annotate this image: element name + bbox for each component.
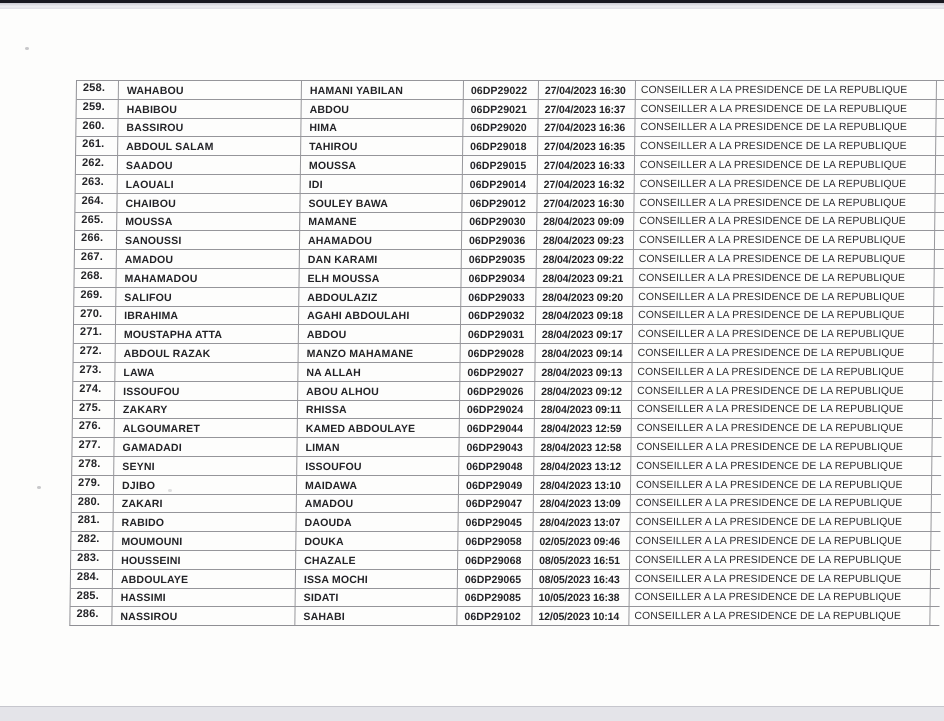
reference-cell: 06DP29024	[460, 401, 535, 419]
function-cell: CONSEILLER A LA PRESIDENCE DE LA REPUBLIQUE	[634, 194, 935, 212]
second-name-cell: KAMED ABDOULAYE	[298, 419, 460, 437]
function-cell: CONSEILLER A LA PRESIDENCE DE LA REPUBLIQUE	[636, 100, 937, 118]
table-edge-sliver	[932, 457, 941, 475]
datetime-cell: 28/04/2023 13:10	[534, 476, 631, 494]
second-name-cell: SIDATI	[296, 589, 458, 607]
first-name-cell: ABDOUL SALAM	[118, 137, 301, 155]
first-name-cell: GAMADADI	[114, 438, 297, 456]
datetime-cell: 08/05/2023 16:43	[533, 570, 630, 588]
function-cell: CONSEILLER A LA PRESIDENCE DE LA REPUBLIQUE	[631, 476, 932, 494]
reference-cell: 06DP29012	[462, 194, 537, 212]
function-cell: CONSEILLER A LA PRESIDENCE DE LA REPUBLIQUE	[630, 570, 931, 588]
first-name-cell: HABIBOU	[119, 100, 302, 118]
row-number-cell: 281.	[71, 513, 113, 531]
reference-cell: 06DP29026	[460, 382, 535, 400]
function-cell: CONSEILLER A LA PRESIDENCE DE LA REPUBLIQUE	[633, 307, 934, 325]
row-number-cell: 284.	[71, 570, 113, 588]
row-number-cell: 276.	[73, 419, 115, 437]
table-row	[74, 268, 943, 287]
table-row	[71, 512, 940, 531]
table-row	[73, 362, 942, 381]
reference-cell: 06DP29102	[457, 607, 532, 625]
function-cell: CONSEILLER A LA PRESIDENCE DE LA REPUBLIQUE	[631, 438, 932, 456]
function-cell: CONSEILLER A LA PRESIDENCE DE LA REPUBLIQUE	[633, 325, 934, 343]
datetime-cell: 27/04/2023 16:30	[539, 81, 636, 99]
first-name-cell: MOUSTAPHA ATTA	[116, 325, 299, 343]
datetime-cell: 27/04/2023 16:36	[538, 119, 635, 137]
table-row	[72, 456, 941, 475]
table-edge-sliver	[931, 532, 940, 550]
table-row	[70, 606, 939, 625]
table-edge-sliver	[936, 119, 944, 137]
datetime-cell: 28/04/2023 09:13	[535, 363, 632, 381]
first-name-cell: MOUSSA	[117, 213, 300, 231]
first-name-cell: BASSIROU	[118, 119, 301, 137]
datetime-cell: 12/05/2023 10:14	[532, 607, 629, 625]
reference-cell: 06DP29032	[461, 307, 536, 325]
table-row	[72, 475, 941, 494]
second-name-cell: DAOUDA	[296, 513, 458, 531]
table-edge-sliver	[930, 607, 939, 625]
row-number-cell: 265.	[75, 213, 117, 231]
first-name-cell: LAOUALI	[118, 175, 301, 193]
first-name-cell: HASSIMI	[113, 589, 296, 607]
table-row	[75, 212, 944, 231]
second-name-cell: TAHIROU	[301, 137, 463, 155]
reference-cell: 06DP29018	[463, 137, 538, 155]
row-number-cell: 267.	[75, 250, 117, 268]
function-cell: CONSEILLER A LA PRESIDENCE DE LA REPUBLIQUE	[635, 156, 936, 174]
function-cell: CONSEILLER A LA PRESIDENCE DE LA REPUBLIQUE	[630, 551, 931, 569]
row-number-cell: 273.	[73, 363, 115, 381]
table-row	[73, 418, 942, 437]
datetime-cell: 28/04/2023 09:20	[536, 288, 633, 306]
table-edge-sliver	[932, 495, 941, 513]
table-edge-sliver	[932, 476, 941, 494]
row-number-cell: 271.	[74, 325, 116, 343]
datetime-cell: 28/04/2023 09:11	[535, 401, 632, 419]
reference-cell: 06DP29036	[462, 231, 537, 249]
second-name-cell: MAMANE	[300, 213, 462, 231]
row-number-cell: 270.	[74, 307, 116, 325]
table-row	[76, 155, 944, 174]
datetime-cell: 27/04/2023 16:32	[538, 175, 635, 193]
reference-cell: 06DP29014	[463, 175, 538, 193]
second-name-cell: SOULEY BAWA	[300, 194, 462, 212]
row-number-cell: 263.	[76, 175, 118, 193]
row-number-cell: 285.	[71, 589, 113, 607]
function-cell: CONSEILLER A LA PRESIDENCE DE LA REPUBLIQUE	[633, 344, 934, 362]
datetime-cell: 28/04/2023 09:23	[537, 231, 634, 249]
first-name-cell: DJIBO	[114, 476, 297, 494]
function-cell: CONSEILLER A LA PRESIDENCE DE LA REPUBLIQUE	[634, 213, 935, 231]
second-name-cell: MOUSSA	[301, 156, 463, 174]
row-number-cell: 259.	[77, 100, 119, 118]
table-row	[77, 99, 944, 118]
table-row	[76, 174, 944, 193]
table-row	[75, 249, 944, 268]
first-name-cell: SEYNI	[114, 457, 297, 475]
table-row	[74, 343, 943, 362]
datetime-cell: 28/04/2023 09:18	[536, 307, 633, 325]
second-name-cell: ABDOULAZIZ	[299, 288, 461, 306]
table-edge-sliver	[931, 513, 940, 531]
table-edge-sliver	[934, 288, 943, 306]
row-number-cell: 275.	[73, 401, 115, 419]
table-edge-sliver	[936, 175, 944, 193]
reference-cell: 06DP29027	[460, 363, 535, 381]
table-row	[76, 136, 944, 155]
first-name-cell: AMADOU	[117, 250, 300, 268]
function-cell: CONSEILLER A LA PRESIDENCE DE LA REPUBLIQUE	[631, 495, 932, 513]
function-cell: CONSEILLER A LA PRESIDENCE DE LA REPUBLIQUE	[632, 419, 933, 437]
first-name-cell: SANOUSSI	[117, 231, 300, 249]
table-edge-sliver	[934, 269, 943, 287]
function-cell: CONSEILLER A LA PRESIDENCE DE LA REPUBLIQUE	[635, 119, 936, 137]
table-row	[74, 324, 943, 343]
datetime-cell: 02/05/2023 09:46	[533, 532, 630, 550]
second-name-cell: DAN KARAMI	[300, 250, 462, 268]
row-number-cell: 269.	[74, 288, 116, 306]
function-cell: CONSEILLER A LA PRESIDENCE DE LA REPUBLIQUE	[635, 137, 936, 155]
datetime-cell: 28/04/2023 12:59	[535, 419, 632, 437]
second-name-cell: LIMAN	[297, 438, 459, 456]
second-name-cell: MAIDAWA	[297, 476, 459, 494]
row-number-cell: 283.	[71, 551, 113, 569]
reference-cell: 06DP29031	[461, 325, 536, 343]
reference-cell: 06DP29085	[458, 589, 533, 607]
reference-cell: 06DP29047	[459, 495, 534, 513]
second-name-cell: SAHABI	[295, 607, 457, 625]
datetime-cell: 27/04/2023 16:30	[537, 194, 634, 212]
table-row	[73, 381, 942, 400]
second-name-cell: AHAMADOU	[300, 231, 462, 249]
datetime-cell: 28/04/2023 12:58	[534, 438, 631, 456]
table-row	[75, 193, 944, 212]
table-edge-sliver	[933, 382, 942, 400]
function-cell: CONSEILLER A LA PRESIDENCE DE LA REPUBLIQUE	[630, 513, 931, 531]
table-row	[74, 306, 943, 325]
row-number-cell: 262.	[76, 156, 118, 174]
first-name-cell: ABDOUL RAZAK	[116, 344, 299, 362]
second-name-cell: ABOU ALHOU	[298, 382, 460, 400]
table-row	[77, 80, 944, 99]
first-name-cell: RABIDO	[113, 513, 296, 531]
table-edge-sliver	[935, 250, 944, 268]
table-edge-sliver	[934, 344, 943, 362]
scan-page-bottom-edge	[0, 706, 944, 721]
table-row	[71, 588, 940, 607]
table-row	[71, 531, 940, 550]
table-edge-sliver	[935, 194, 944, 212]
second-name-cell: HIMA	[301, 119, 463, 137]
scan-artifact-speck	[37, 486, 41, 489]
row-number-cell: 277.	[72, 438, 114, 456]
first-name-cell: NASSIROU	[112, 607, 295, 625]
row-number-cell: 258.	[77, 81, 119, 99]
reference-cell: 06DP29048	[459, 457, 534, 475]
reference-cell: 06DP29030	[462, 213, 537, 231]
first-name-cell: CHAIBOU	[117, 194, 300, 212]
table-row	[75, 230, 944, 249]
row-number-cell: 268.	[74, 269, 116, 287]
row-number-cell: 264.	[75, 194, 117, 212]
datetime-cell: 08/05/2023 16:51	[533, 551, 630, 569]
reference-cell: 06DP29045	[458, 513, 533, 531]
table-edge-sliver	[933, 363, 942, 381]
reference-cell: 06DP29033	[461, 288, 536, 306]
reference-cell: 06DP29022	[464, 81, 539, 99]
row-number-cell: 274.	[73, 382, 115, 400]
first-name-cell: ZAKARY	[115, 401, 298, 419]
function-cell: CONSEILLER A LA PRESIDENCE DE LA REPUBLIQUE	[631, 457, 932, 475]
table-row	[71, 550, 940, 569]
function-cell: CONSEILLER A LA PRESIDENCE DE LA REPUBLIQUE	[632, 401, 933, 419]
first-name-cell: WAHABOU	[119, 81, 302, 99]
datetime-cell: 28/04/2023 09:14	[536, 344, 633, 362]
row-number-cell: 279.	[72, 476, 114, 494]
datetime-cell: 27/04/2023 16:35	[538, 137, 635, 155]
table-edge-sliver	[934, 307, 943, 325]
reference-cell: 06DP29021	[464, 100, 539, 118]
second-name-cell: CHAZALE	[296, 551, 458, 569]
function-cell: CONSEILLER A LA PRESIDENCE DE LA REPUBLIQUE	[636, 81, 937, 99]
reference-cell: 06DP29058	[458, 532, 533, 550]
second-name-cell: IDI	[301, 175, 463, 193]
first-name-cell: MOUMOUNI	[113, 532, 296, 550]
table-row	[72, 437, 941, 456]
function-cell: CONSEILLER A LA PRESIDENCE DE LA REPUBLIQUE	[635, 175, 936, 193]
second-name-cell: ELH MOUSSA	[299, 269, 461, 287]
function-cell: CONSEILLER A LA PRESIDENCE DE LA REPUBLIQUE	[633, 269, 934, 287]
second-name-cell: ABDOU	[299, 325, 461, 343]
reference-cell: 06DP29043	[459, 438, 534, 456]
first-name-cell: SAADOU	[118, 156, 301, 174]
second-name-cell: DOUKA	[296, 532, 458, 550]
reference-cell: 06DP29020	[463, 119, 538, 137]
row-number-cell: 286.	[70, 607, 112, 625]
table-edge-sliver	[931, 551, 940, 569]
second-name-cell: AGAHI ABDOULAHI	[299, 307, 461, 325]
datetime-cell: 28/04/2023 09:21	[536, 269, 633, 287]
datetime-cell: 28/04/2023 13:09	[534, 495, 631, 513]
first-name-cell: SALIFOU	[116, 288, 299, 306]
datetime-cell: 27/04/2023 16:33	[538, 156, 635, 174]
function-cell: CONSEILLER A LA PRESIDENCE DE LA REPUBLIQUE	[630, 532, 931, 550]
second-name-cell: AMADOU	[297, 495, 459, 513]
table-edge-sliver	[933, 419, 942, 437]
first-name-cell: LAWA	[115, 363, 298, 381]
datetime-cell: 28/04/2023 13:07	[533, 513, 630, 531]
table-row	[74, 287, 943, 306]
table-edge-sliver	[935, 213, 944, 231]
first-name-cell: IBRAHIMA	[116, 307, 299, 325]
second-name-cell: ISSA MOCHI	[296, 570, 458, 588]
datetime-cell: 27/04/2023 16:37	[539, 100, 636, 118]
function-cell: CONSEILLER A LA PRESIDENCE DE LA REPUBLIQUE	[629, 607, 930, 625]
first-name-cell: ALGOUMARET	[115, 419, 298, 437]
scan-artifact-speck	[25, 47, 29, 50]
reference-cell: 06DP29015	[463, 156, 538, 174]
second-name-cell: MANZO MAHAMANE	[299, 344, 461, 362]
reference-cell: 06DP29068	[458, 551, 533, 569]
row-number-cell: 282.	[71, 532, 113, 550]
table-edge-sliver	[932, 438, 941, 456]
function-cell: CONSEILLER A LA PRESIDENCE DE LA REPUBLIQUE	[633, 288, 934, 306]
table-edge-sliver	[937, 81, 944, 99]
registry-table	[69, 80, 944, 626]
table-edge-sliver	[935, 231, 944, 249]
datetime-cell: 10/05/2023 16:38	[533, 589, 630, 607]
first-name-cell: HOUSSEINI	[113, 551, 296, 569]
row-number-cell: 260.	[76, 119, 118, 137]
table-edge-sliver	[931, 589, 940, 607]
table-edge-sliver	[936, 156, 944, 174]
second-name-cell: HAMANI YABILAN	[302, 81, 464, 99]
table-row	[71, 569, 940, 588]
datetime-cell: 28/04/2023 09:17	[536, 325, 633, 343]
datetime-cell: 28/04/2023 09:09	[537, 213, 634, 231]
table-edge-sliver	[931, 570, 940, 588]
row-number-cell: 272.	[74, 344, 116, 362]
datetime-cell: 28/04/2023 13:12	[534, 457, 631, 475]
table-edge-sliver	[934, 325, 943, 343]
second-name-cell: ABDOU	[302, 100, 464, 118]
table-edge-sliver	[936, 137, 944, 155]
table-row	[72, 494, 941, 513]
first-name-cell: ISSOUFOU	[115, 382, 298, 400]
table-row	[76, 118, 944, 137]
reference-cell: 06DP29065	[458, 570, 533, 588]
reference-cell: 06DP29034	[461, 269, 536, 287]
second-name-cell: ISSOUFOU	[297, 457, 459, 475]
first-name-cell: MAHAMADOU	[116, 269, 299, 287]
datetime-cell: 28/04/2023 09:12	[535, 382, 632, 400]
row-number-cell: 278.	[72, 457, 114, 475]
first-name-cell: ZAKARI	[114, 495, 297, 513]
reference-cell: 06DP29044	[460, 419, 535, 437]
table-edge-sliver	[937, 100, 944, 118]
function-cell: CONSEILLER A LA PRESIDENCE DE LA REPUBLIQUE	[632, 382, 933, 400]
reference-cell: 06DP29028	[461, 344, 536, 362]
function-cell: CONSEILLER A LA PRESIDENCE DE LA REPUBLIQUE	[634, 250, 935, 268]
first-name-cell: ABDOULAYE	[113, 570, 296, 588]
function-cell: CONSEILLER A LA PRESIDENCE DE LA REPUBLIQUE	[634, 231, 935, 249]
row-number-cell: 266.	[75, 231, 117, 249]
function-cell: CONSEILLER A LA PRESIDENCE DE LA REPUBLIQUE	[630, 589, 931, 607]
table-row	[73, 400, 942, 419]
reference-cell: 06DP29049	[459, 476, 534, 494]
reference-cell: 06DP29035	[462, 250, 537, 268]
table-edge-sliver	[933, 401, 942, 419]
row-number-cell: 261.	[76, 137, 118, 155]
second-name-cell: RHISSA	[298, 401, 460, 419]
function-cell: CONSEILLER A LA PRESIDENCE DE LA REPUBLIQUE	[632, 363, 933, 381]
datetime-cell: 28/04/2023 09:22	[537, 250, 634, 268]
second-name-cell: NA ALLAH	[298, 363, 460, 381]
scan-top-shadow-band	[0, 3, 944, 9]
row-number-cell: 280.	[72, 495, 114, 513]
